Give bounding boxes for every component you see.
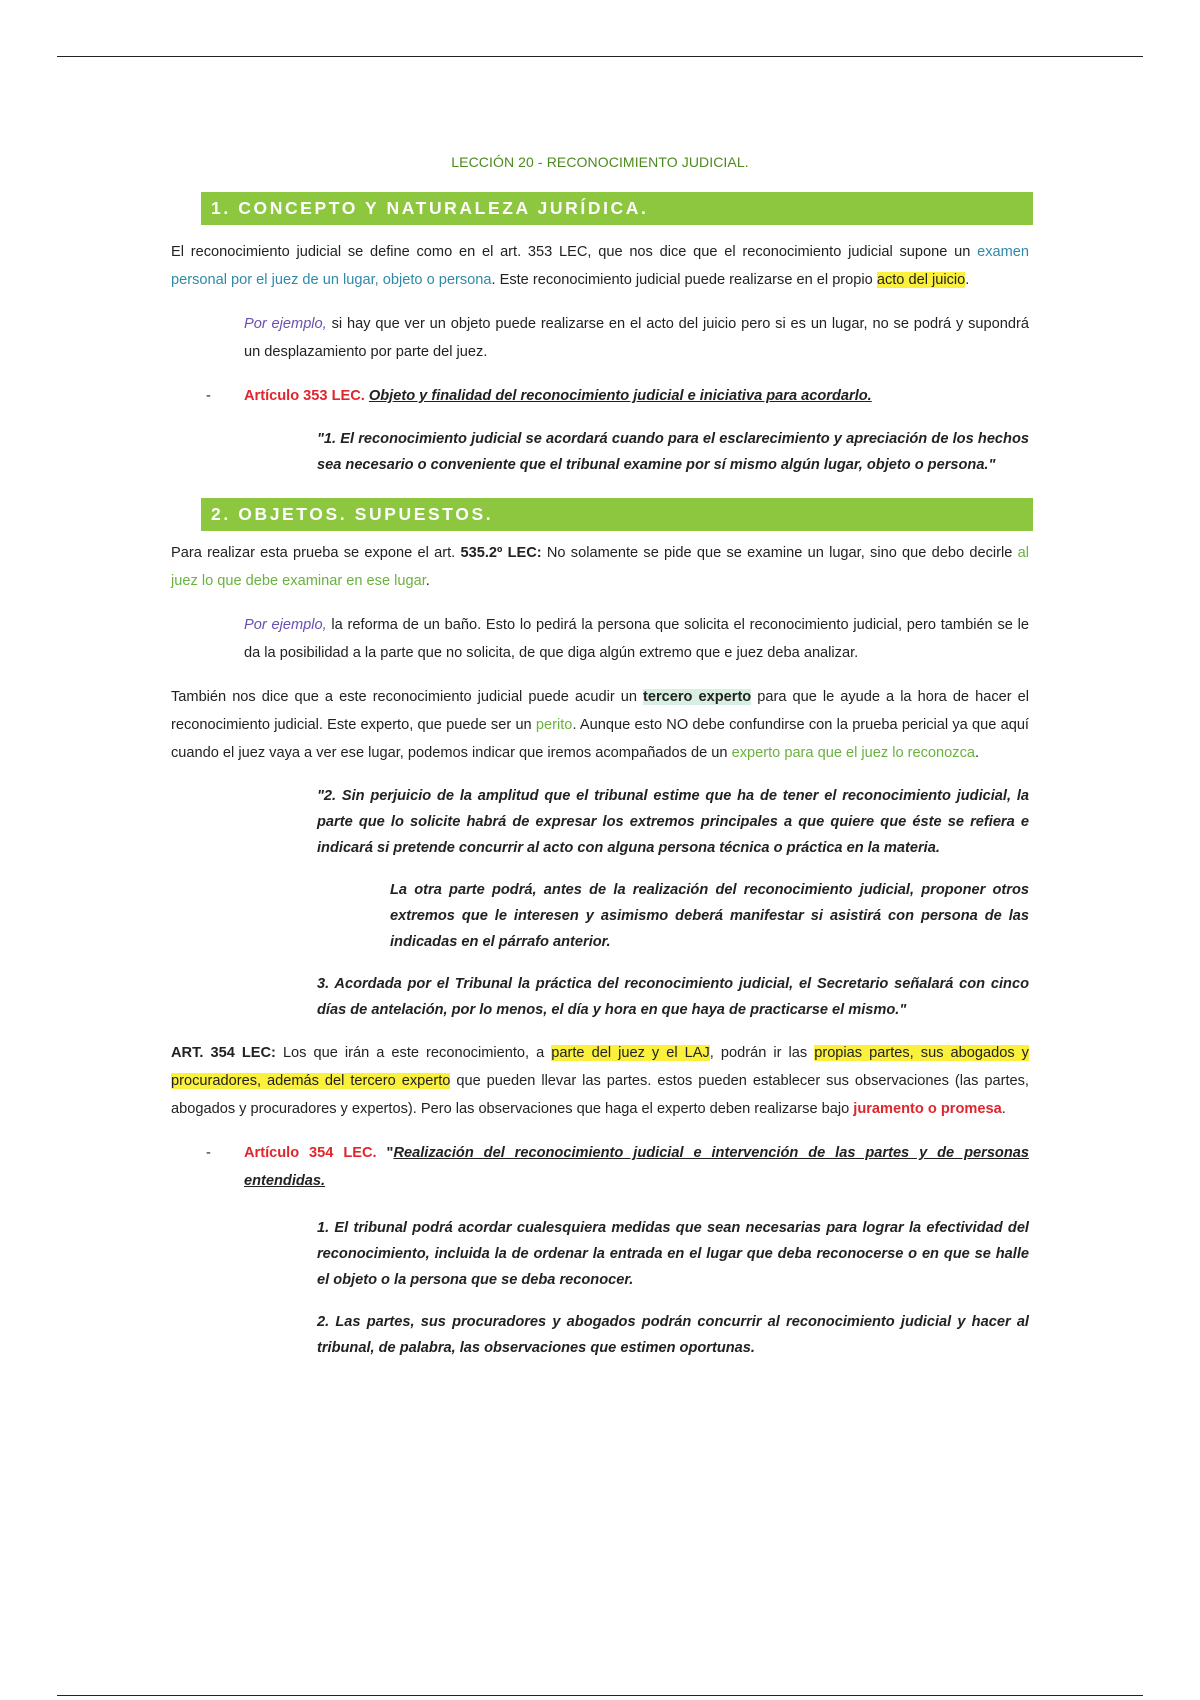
- example-text: la reforma de un baño. Esto lo pedirá la persona que solicita el reconocimiento judicial, pero también se le da la posibilidad a la parte que no solicita, de que diga algún extremo que e juez deba analizar.: [244, 617, 1029, 661]
- example-label: Por ejemplo,: [244, 617, 327, 633]
- article-label: Artículo 353 LEC.: [244, 388, 365, 404]
- green-text: experto para que el juez lo reconozca: [731, 745, 975, 761]
- section1-paragraph-1: [171, 238, 1029, 294]
- text-run: Para realizar esta prueba se expone el art.: [171, 545, 461, 561]
- article-title: Realización del reconocimiento judicial e intervención de las partes y de personas entendidas.: [244, 1145, 1029, 1189]
- bold-text: 535.2º LEC:: [460, 545, 542, 561]
- text-run: . Este reconocimiento judicial puede realizarse en el propio: [491, 272, 877, 288]
- header-rule: [57, 56, 1143, 57]
- yellow-highlight-text: acto del juicio: [876, 272, 966, 288]
- document-body: [171, 150, 1029, 1361]
- section1-example: [244, 310, 1029, 366]
- text-run: , podrán ir las: [709, 1045, 815, 1061]
- section2-paragraph-2: [171, 683, 1029, 767]
- section2-example: [244, 611, 1029, 667]
- section2-quote-5: 2. Las partes, sus procuradores y abogados podrán concurrir al reconocimiento judicial y hacer al tribunal, de palabra, las observaciones que estimen oportunas.: [317, 1314, 1029, 1356]
- text-run: También nos dice que a este reconocimiento judicial puede acudir un: [171, 689, 643, 705]
- text-run: El reconocimiento judicial se define como en el art. 353 LEC, que nos dice que el reconocimiento judicial supone un: [171, 244, 978, 260]
- text-run: .: [965, 272, 970, 288]
- bullet-dash: -: [206, 388, 211, 404]
- example-text: si hay que ver un objeto puede realizarse en el acto del juicio pero si es un lugar, no se podrá y supondrá un desplazamiento por parte del juez.: [244, 316, 1029, 360]
- green-text: perito: [535, 717, 573, 733]
- bullet-dash: -: [206, 1145, 211, 1161]
- text-run: .: [974, 745, 980, 761]
- section1-quote: "1. El reconocimiento judicial se acordará cuando para el esclarecimiento y apreciación de los hechos sea necesario o conveniente que el tribunal examine por sí mismo algún lugar, objeto o persona.": [317, 431, 1029, 473]
- red-text: juramento o promesa: [853, 1101, 1002, 1117]
- section2-paragraph-1: [171, 539, 1029, 595]
- document-title: LECCIÓN 20 - RECONOCIMIENTO JUDICIAL.: [451, 154, 749, 170]
- text-run: .: [425, 573, 430, 589]
- section2-article-bullet: [206, 1139, 1029, 1195]
- section2-paragraph-3: [171, 1039, 1029, 1123]
- section-heading-2: 2. OBJETOS. SUPUESTOS.: [201, 498, 1033, 531]
- text-run: .: [1001, 1101, 1006, 1117]
- quote-open: ": [376, 1145, 394, 1161]
- section-heading-1: 1. CONCEPTO Y NATURALEZA JURÍDICA.: [201, 192, 1033, 225]
- section2-quote-4: 1. El tribunal podrá acordar cualesquiera medidas que sean necesarias para lograr la efectividad del reconocimiento, incluida la de ordenar la entrada en el lugar que deba reconocerse o en que se halle el objeto o la persona que se deba reconocer.: [317, 1220, 1029, 1288]
- yellow-highlight-text: propias partes, sus abogados y procuradores, además del tercero experto: [171, 1045, 1029, 1089]
- article-label: Artículo 354 LEC.: [244, 1145, 377, 1161]
- article-title: Objeto y finalidad del reconocimiento judicial e iniciativa para acordarlo.: [368, 388, 872, 404]
- section2-quote-3: 3. Acordada por el Tribunal la práctica del reconocimiento judicial, el Secretario señalará con cinco días de antelación, por lo menos, el día y hora en que haya de practicarse el mismo.": [317, 976, 1029, 1018]
- example-label: Por ejemplo,: [244, 316, 327, 332]
- section2-quote-2: La otra parte podrá, antes de la realización del reconocimiento judicial, proponer otros extremos que le interesen y asimismo deberá manifestar si asistirá con persona de las indicadas en el párrafo anterior.: [390, 882, 1029, 950]
- text-run: Los que irán a este reconocimiento, a: [275, 1045, 552, 1061]
- text-run: . Aunque esto NO debe confundirse con la prueba pericial ya que aquí cuando el juez vaya a ver ese lugar, podemos indicar que iremos acompañados de un: [171, 717, 1029, 761]
- teal-highlight-text: examen personal por el juez de un lugar, objeto o persona: [171, 244, 1029, 288]
- green-text: al juez lo que debe examinar en ese lugar: [171, 545, 1029, 589]
- bold-text: ART. 354 LEC:: [171, 1045, 276, 1061]
- section2-quote-1: "2. Sin perjuicio de la amplitud que el tribunal estime que ha de tener el reconocimiento judicial, la parte que lo solicite habrá de expresar los extremos principales a que quiere que éste se refiera e indicará si pretende concurrir al acto con alguna persona técnica o práctica en la materia.: [317, 788, 1029, 856]
- text-run: que pueden llevar las partes. estos pueden establecer sus observaciones (las partes, abogados y procuradores y expertos). Pero las observaciones que haga el experto deben realizarse bajo: [171, 1073, 1029, 1117]
- footer-rule: [57, 1695, 1143, 1696]
- section1-article-bullet: [206, 382, 1029, 410]
- green-highlight-text: tercero experto: [642, 689, 752, 705]
- text-run: para que le ayude a la hora de hacer el reconocimiento judicial. Este experto, que puede ser un: [171, 689, 1029, 733]
- text-run: No solamente se pide que se examine un lugar, sino que debo decirle: [541, 545, 1018, 561]
- yellow-highlight-text: parte del juez y el LAJ: [551, 1045, 710, 1061]
